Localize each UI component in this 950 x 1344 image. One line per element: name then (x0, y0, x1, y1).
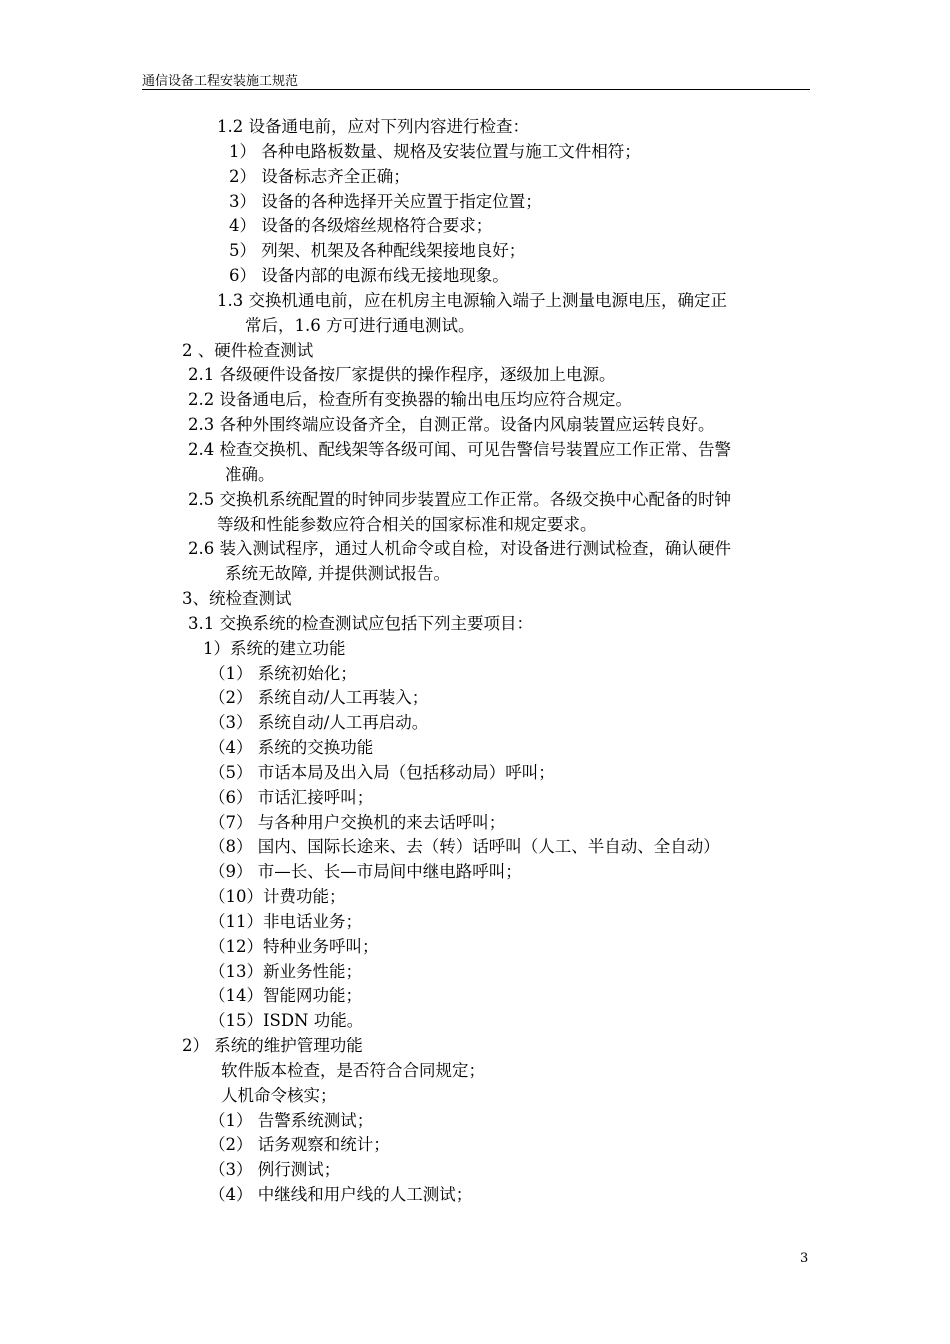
section-2-4: 2.4 检查交换机、配线架等各级可闻、可见告警信号装置应工作正常、告警 (188, 440, 731, 459)
section-2-4-cont: 准确。 (225, 465, 275, 484)
list-item: （11）非电话业务； (209, 912, 362, 931)
section-1-2: 1.2 设备通电前，应对下列内容进行检查： (217, 117, 529, 136)
section-3-1: 3.1 交换系统的检查测试应包括下列主要项目： (188, 614, 533, 633)
list-item: 2） 设备标志齐全正确； (229, 167, 410, 186)
list-item: （3） 例行测试； (209, 1160, 341, 1179)
list-item: 1） 各种电路板数量、规格及安装位置与施工文件相符； (229, 142, 641, 161)
section-2-3: 2.3 各种外围终端应设备齐全，自测正常。设备内风扇装置应运转良好。 (188, 415, 715, 434)
list-item: 4） 设备的各级熔丝规格符合要求； (229, 216, 493, 235)
subheading: 2） 系统的维护管理功能 (182, 1036, 363, 1055)
section-2-5-cont: 等级和性能参数应符合相关的国家标准和规定要求。 (217, 515, 597, 534)
section-2-5: 2.5 交换机系统配置的时钟同步装置应工作正常。各级交换中心配备的时钟 (188, 490, 731, 509)
section-1-3: 1.3 交换机通电前，应在机房主电源输入端子上测量电源电压，确定正 (217, 291, 727, 310)
list-item: 6） 设备内部的电源布线无接地现象。 (229, 266, 509, 285)
list-item: 3） 设备的各种选择开关应置于指定位置； (229, 192, 542, 211)
heading-2: 2 、硬件检查测试 (182, 341, 314, 360)
list-item: （4） 中继线和用户线的人工测试； (209, 1185, 473, 1204)
page-number: 3 (800, 1251, 809, 1266)
heading-3: 3、统检查测试 (182, 589, 292, 608)
list-item: （7） 与各种用户交换机的来去话呼叫； (209, 813, 506, 832)
list-item: （8） 国内、国际长途来、去（转）话呼叫（人工、半自动、全自动） (209, 837, 720, 856)
list-item: （4） 系统的交换功能 (209, 738, 374, 757)
list-item: （14）智能网功能； (209, 986, 362, 1005)
list-item: 5） 列架、机架及各种配线架接地良好； (229, 241, 526, 260)
body-text: 人机命令核实； (221, 1086, 337, 1105)
list-item: （13）新业务性能； (209, 962, 362, 981)
section-2-6: 2.6 装入测试程序，通过人机命令或自检，对设备进行测试检查，确认硬件 (188, 539, 731, 558)
list-item: （2） 话务观察和统计； (209, 1135, 390, 1154)
list-item: （6） 市话汇接呼叫； (209, 788, 374, 807)
list-item: （12）特种业务呼叫； (209, 937, 379, 956)
header-rule (142, 89, 810, 90)
list-item: （2） 系统自动/人工再装入； (209, 688, 429, 707)
list-item: （15）ISDN 功能。 (209, 1011, 364, 1030)
section-2-6-cont: 系统无故障, 并提供测试报告。 (225, 564, 450, 583)
list-item: （5） 市话本局及出入局（包括移动局）呼叫； (209, 763, 555, 782)
list-item: （9） 市—长、长—市局间中继电路呼叫； (209, 862, 522, 881)
section-2-1: 2.1 各级硬件设备按厂家提供的操作程序，逐级加上电源。 (188, 365, 616, 384)
body-text: 软件版本检查，是否符合合同规定； (221, 1061, 485, 1080)
list-item: （1） 系统初始化； (209, 664, 357, 683)
section-2-2: 2.2 设备通电后，检查所有变换器的输出电压均应符合规定。 (188, 390, 632, 409)
list-item: （10）计费功能； (209, 887, 346, 906)
section-1-3-cont: 常后，1.6 方可进行通电测试。 (245, 316, 475, 335)
header-title: 通信设备工程安装施工规范 (142, 74, 299, 89)
list-item: （1） 告警系统测试； (209, 1111, 374, 1130)
list-item: （3） 系统自动/人工再启动。 (209, 713, 429, 732)
subheading: 1）系统的建立功能 (203, 639, 346, 658)
